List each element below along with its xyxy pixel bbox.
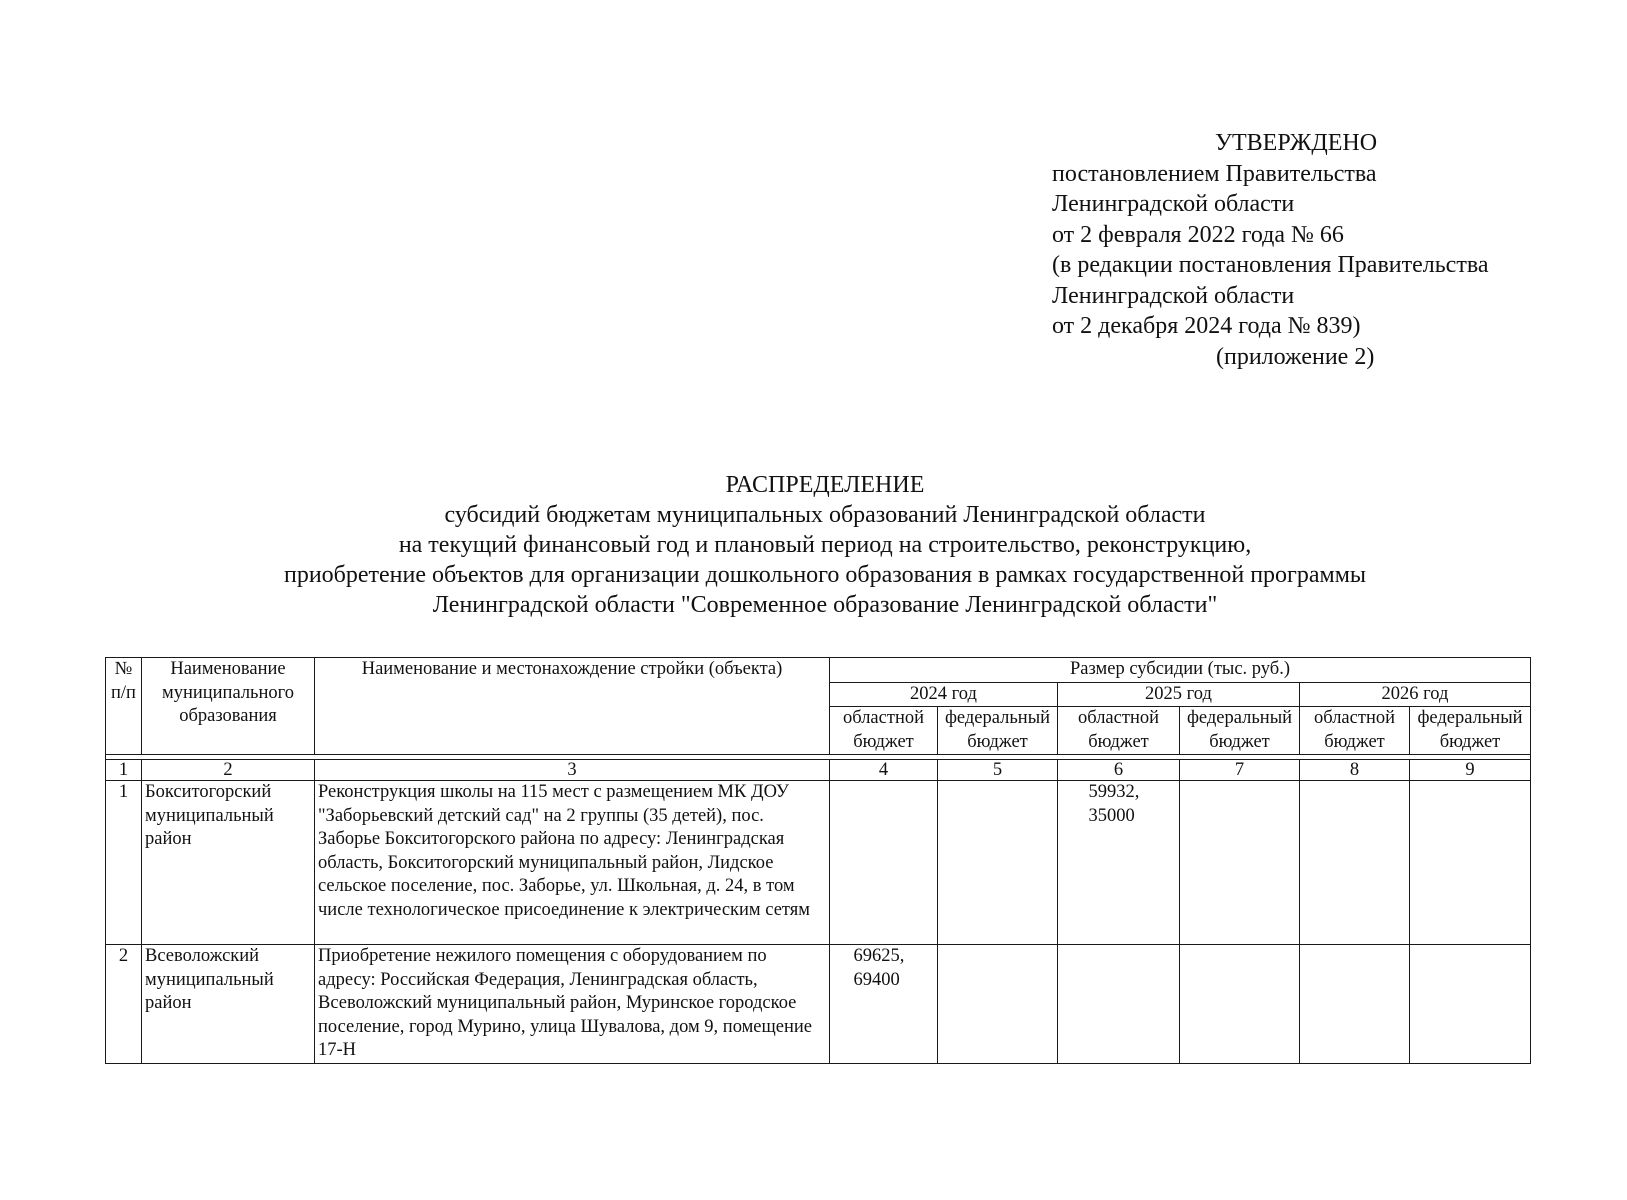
- approval-line: Ленинградской области: [1052, 191, 1295, 217]
- title-heading: РАСПРЕДЕЛЕНИЕ: [725, 472, 925, 498]
- approval-line: постановлением Правительства: [1052, 160, 1377, 187]
- value-text: 59932, 35000: [1088, 782, 1140, 826]
- value-2025-federal: [1180, 945, 1300, 1064]
- column-number: 9: [1410, 760, 1531, 781]
- row-number: 1: [106, 781, 142, 945]
- header-subsidy: Размер субсидии (тыс. руб.): [830, 658, 1531, 683]
- municipality-cell: Бокситогорский муниципальный район: [142, 781, 315, 945]
- column-number: 4: [830, 760, 938, 781]
- column-number: 1: [106, 760, 142, 781]
- header-row-1: [106, 658, 1531, 683]
- approval-line: от 2 декабря 2024 года № 839): [1052, 313, 1361, 339]
- value-2025-regional: [1058, 945, 1180, 1064]
- header-object: Наименование и местонахождение стройки (объекта): [315, 658, 830, 755]
- value-2026-regional: [1300, 945, 1410, 1064]
- header-federal-budget: федеральный бюджет: [938, 707, 1058, 755]
- header-year-2026: 2026 год: [1300, 682, 1531, 707]
- header-year-2024: 2024 год: [830, 682, 1058, 707]
- column-number: 7: [1180, 760, 1300, 781]
- header-num: № п/п: [106, 658, 142, 755]
- appendix-label: (приложение 2): [1216, 343, 1375, 370]
- subsidy-table: [105, 657, 1531, 1064]
- header-municipality: Наименование муниципального образования: [142, 658, 315, 755]
- row-number: 2: [106, 945, 142, 1064]
- approval-line: (в редакции постановления Правительства: [1052, 252, 1489, 278]
- approval-line: от 2 февраля 2022 года № 66: [1052, 221, 1344, 248]
- object-cell: Приобретение нежилого помещения с оборудованием по адресу: Российская Федерация, Ленинградская область, Всеволожский муниципальный район, Муринское городское поселение, город Мурино, улица Шувалова, дом 9, помещение 17-Н: [315, 945, 830, 1064]
- title-line: на текущий финансовый год и плановый период на строительство, реконструкцию,: [398, 532, 1252, 558]
- header-regional-budget: областной бюджет: [830, 707, 938, 755]
- header-regional-budget: областной бюджет: [1300, 707, 1410, 755]
- header-federal-budget: федеральный бюджет: [1180, 707, 1300, 755]
- value-2025-federal: [1180, 781, 1300, 945]
- approved-heading: УТВЕРЖДЕНО: [1215, 130, 1378, 156]
- value-2024-federal: [938, 781, 1058, 945]
- value-2026-federal: [1410, 945, 1531, 1064]
- value-text: 69625, 69400: [853, 946, 905, 990]
- title-line: субсидий бюджетам муниципальных образований Ленинградской области: [444, 502, 1206, 528]
- object-cell: Реконструкция школы на 115 мест с размещением МК ДОУ "Заборьевский детский сад" на 2 группы (35 детей), пос. Заборье Бокситогорского района по адресу: Ленинградская область, Бокситогорский муниципальный район, Лидское сельское поселение, пос. Заборье, ул. Школьная, д. 24, в том числе технологическое присоединение к электрическим сетям: [315, 781, 830, 945]
- value-2025-regional: [1058, 781, 1180, 945]
- title-line: Ленинградской области "Современное образование Ленинградской области": [432, 592, 1218, 618]
- column-number: 2: [142, 760, 315, 781]
- value-2026-regional: [1300, 781, 1410, 945]
- value-2026-federal: [1410, 781, 1531, 945]
- subsidy-table-wrapper: [105, 657, 1531, 1064]
- column-number-row: [106, 760, 1531, 781]
- header-regional-budget: областной бюджет: [1058, 707, 1180, 755]
- municipality-cell: Всеволожский муниципальный район: [142, 945, 315, 1064]
- document-title: [0, 470, 1627, 620]
- value-2024-federal: [938, 945, 1058, 1064]
- table-row: [106, 945, 1531, 1064]
- value-2024-regional: [830, 781, 938, 945]
- table-row: [106, 781, 1531, 945]
- value-2024-regional: [830, 945, 938, 1064]
- column-number: 5: [938, 760, 1058, 781]
- header-year-2025: 2025 год: [1058, 682, 1300, 707]
- title-line: приобретение объектов для организации дошкольного образования в рамках государственной программы: [283, 562, 1367, 588]
- approval-line: Ленинградской области: [1052, 282, 1295, 309]
- approval-block: [1052, 128, 1572, 372]
- column-number: 8: [1300, 760, 1410, 781]
- column-number: 6: [1058, 760, 1180, 781]
- column-number: 3: [315, 760, 830, 781]
- header-federal-budget: федеральный бюджет: [1410, 707, 1531, 755]
